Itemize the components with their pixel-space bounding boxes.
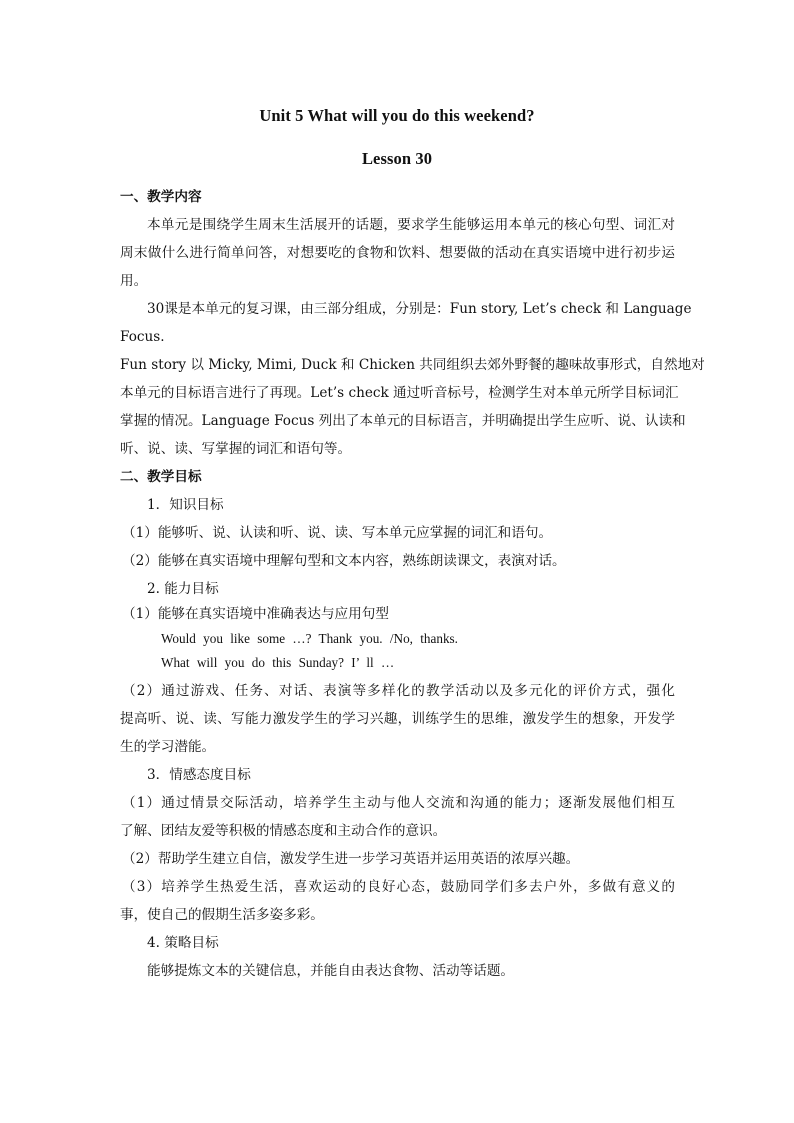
section-heading-content: 一、教学内容 (120, 189, 202, 205)
list-item: （1）能够在真实语境中准确表达与应用句型 (122, 606, 389, 622)
example-sentence: Would you like some …? Thank you. /No, thanks. (161, 631, 458, 646)
list-item: （1）能够听、说、认读和听、说、读、写本单元应掌握的词汇和语句。 (122, 525, 553, 541)
paragraph-line: 掌握的情况。Language Focus 列出了本单元的目标语言，并明确提出学生应听、说、认读和 (120, 413, 686, 429)
paragraph-line: 本单元的目标语言进行了再现。Let’s check 通过听音标号，检测学生对本单元所学目标词汇 (120, 385, 679, 401)
list-item: （3）培养学生热爱生活，喜欢运动的良好心态，鼓励同学们多去户外，多做有意义的 (122, 879, 675, 895)
example-sentence: What will you do this Sunday? I’ ll … (161, 655, 395, 670)
paragraph-line: 周末做什么进行简单问答，对想要吃的食物和饮料、想要做的活动在真实语境中进行初步运 (120, 245, 675, 261)
paragraph-line: 提高听、说、读、写能力激发学生的学习兴趣，训练学生的思维，激发学生的想象，开发学 (120, 711, 675, 727)
list-item: （2）帮助学生建立自信，激发学生进一步学习英语并运用英语的浓厚兴趣。 (122, 851, 580, 867)
paragraph-line: 能够提炼文本的关键信息，并能自由表达食物、活动等话题。 (147, 963, 515, 979)
subheading-attitude: 3．情感态度目标 (147, 767, 251, 783)
subheading-ability: 2. 能力目标 (147, 581, 219, 597)
list-item: （2）通过游戏、任务、对话、表演等多样化的教学活动以及多元化的评价方式，强化 (122, 683, 675, 699)
list-item: （2）能够在真实语境中理解句型和文本内容，熟练朗读课文，表演对话。 (122, 553, 566, 569)
list-item: （1）通过情景交际活动，培养学生主动与他人交流和沟通的能力；逐渐发展他们相互 (122, 795, 675, 811)
document-title: Unit 5 What will you do this weekend? (259, 106, 535, 125)
paragraph-line: Focus. (120, 329, 165, 345)
paragraph-line: 本单元是围绕学生周末生活展开的话题，要求学生能够运用本单元的核心句型、词汇对 (147, 217, 675, 233)
paragraph-line: 听、说、读、写掌握的词汇和语句等。 (120, 441, 352, 457)
lesson-title: Lesson 30 (361, 149, 433, 168)
subheading-strategy: 4. 策略目标 (147, 935, 219, 951)
paragraph-line: 事，使自己的假期生活多姿多彩。 (120, 907, 324, 923)
paragraph-line: 30课是本单元的复习课，由三部分组成，分别是：Fun story, Let’s check 和 Language (147, 301, 692, 317)
paragraph-line: Fun story 以 Micky, Mimi, Duck 和 Chicken 共同组织去郊外野餐的趣味故事形式，自然地对 (120, 357, 705, 373)
paragraph-line: 了解、团结友爱等积极的情感态度和主动合作的意识。 (120, 823, 447, 839)
paragraph-line: 生的学习潜能。 (120, 739, 216, 755)
subheading-knowledge: 1．知识目标 (147, 497, 224, 513)
paragraph-line: 用。 (120, 273, 148, 289)
section-heading-objectives: 二、教学目标 (120, 469, 202, 485)
